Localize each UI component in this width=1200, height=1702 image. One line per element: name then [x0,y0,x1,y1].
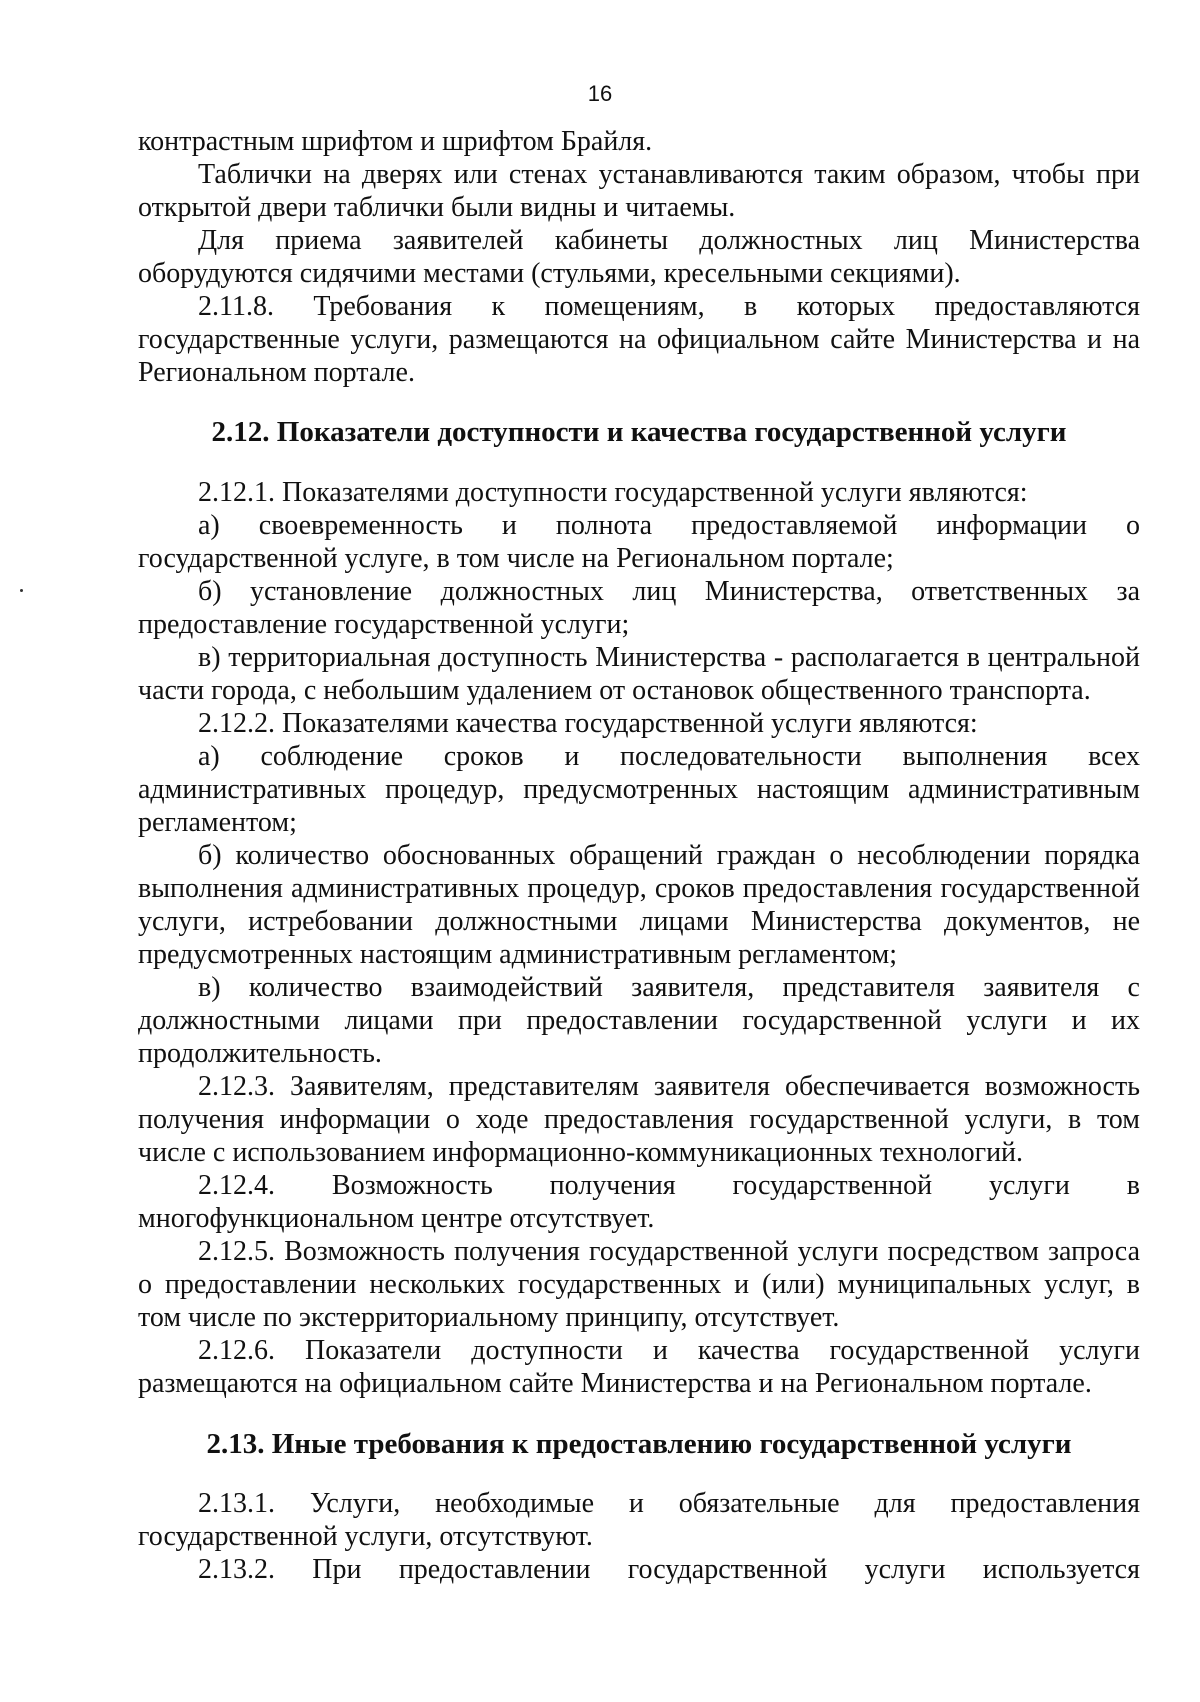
page-number: 16 [587,81,613,106]
paragraph: 2.13.1. Услуги, необходимые и обязательные для предоставления государственной услуги, отсутствуют. [138,1488,1140,1552]
document-body [138,125,1140,1586]
paragraph: б) установление должностных лиц Министерства, ответственных за предоставление государственной услуги; [138,576,1140,640]
paragraph: а) своевременность и полнота предоставляемой информации о государственной услуге, в том числе на Региональном портале; [138,510,1140,574]
paragraph: 2.12.5. Возможность получения государственной услуги посредством запроса о предоставлении нескольких государственных и (или) муниципальных услуг, в том числе по экстерриториальному принципу, отсутствует. [138,1236,1140,1333]
paragraph: в) количество взаимодействий заявителя, представителя заявителя с должностными лицами при предоставлении государственной услуги и их продолжительность. [138,972,1140,1069]
paragraph: а) соблюдение сроков и последовательности выполнения всех административных процедур, предусмотренных настоящим административным регламентом; [138,741,1140,838]
paragraph: 2.12.1. Показателями доступности государственной услуги являются: [198,477,1028,508]
scan-speck [20,589,23,592]
section-heading-2-12: 2.12. Показатели доступности и качества государственной услуги [211,416,1067,448]
paragraph: Таблички на дверях или стенах устанавливаются таким образом, чтобы при открытой двери таблички были видны и читаемы. [138,159,1140,223]
paragraph: контрастным шрифтом и шрифтом Брайля. [138,126,653,157]
paragraph: 2.12.6. Показатели доступности и качества государственной услуги размещаются на официальном сайте Министерства и на Региональном портале. [138,1335,1140,1399]
paragraph: 2.12.2. Показателями качества государственной услуги являются: [198,708,978,739]
paragraph: 2.11.8. Требования к помещениям, в которых предоставляются государственные услуги, размещаются на официальном сайте Министерства и на Региональном портале. [138,291,1140,388]
paragraph: б) количество обоснованных обращений граждан о несоблюдении порядка выполнения административных процедур, сроков предоставления государственной услуги, истребовании должностными лицами Министерства документов, не предусмотренных настоящим административным регламентом; [138,840,1140,970]
paragraph: 2.12.4. Возможность получения государственной услуги в многофункциональном центре отсутствует. [138,1170,1140,1234]
paragraph: 2.12.3. Заявителям, представителям заявителя обеспечивается возможность получения информации о ходе предоставления государственной услуги, в том числе с использованием информационно-коммуникационных технологий. [138,1071,1140,1168]
paragraph: Для приема заявителей кабинеты должностных лиц Министерства оборудуются сидячими местами (стульями, кресельными секциями). [138,225,1140,289]
section-heading-2-13: 2.13. Иные требования к предоставлению государственной услуги [206,1428,1072,1460]
paragraph: в) территориальная доступность Министерства - располагается в центральной части города, с небольшим удалением от остановок общественного транспорта. [138,642,1140,706]
paragraph: 2.13.2. При предоставлении государственной услуги используется [198,1554,1140,1585]
